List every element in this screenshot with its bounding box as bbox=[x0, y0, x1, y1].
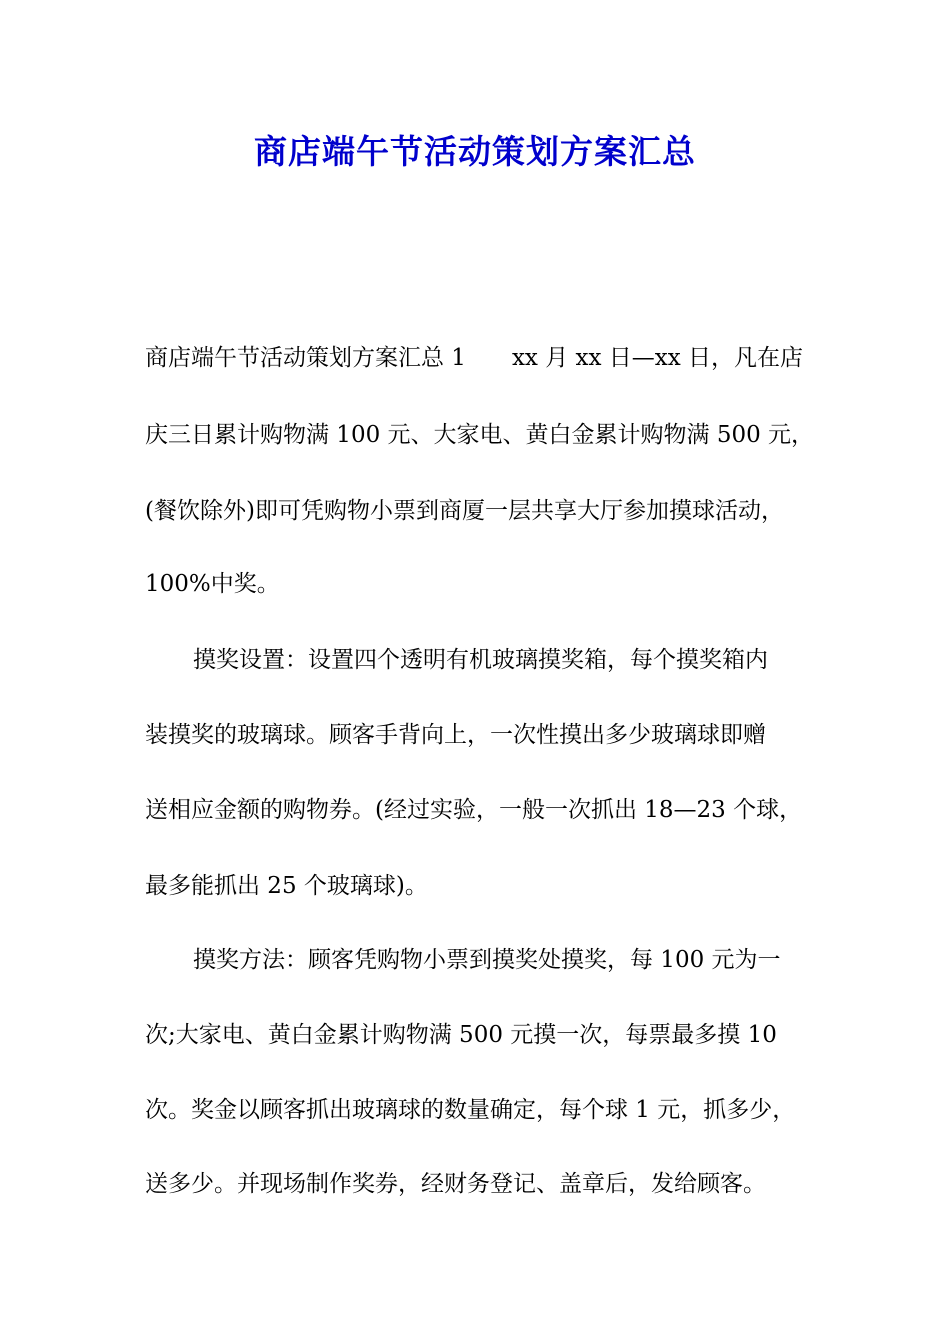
paragraph-line: 次;大家电、黄白金累计购物满 500 元摸一次，每票最多摸 10 bbox=[145, 1022, 777, 1048]
paragraph-line: 商店端午节活动策划方案汇总 1 xx 月 xx 日—xx 日，凡在店 bbox=[145, 345, 804, 371]
paragraph-line: 次。奖金以顾客抓出玻璃球的数量确定，每个球 1 元，抓多少， bbox=[145, 1097, 796, 1123]
document-title: 商店端午节活动策划方案汇总 bbox=[254, 132, 696, 171]
paragraph-line: 摸奖设置：设置四个透明有机玻璃摸奖箱，每个摸奖箱内 bbox=[193, 647, 768, 673]
paragraph-line: (餐饮除外)即可凭购物小票到商厦一层共享大厅参加摸球活动， bbox=[145, 498, 784, 524]
paragraph-line: 最多能抓出 25 个玻璃球)。 bbox=[145, 873, 428, 899]
paragraph-line: 送多少。并现场制作奖券，经财务登记、盖章后，发给顾客。 bbox=[145, 1171, 766, 1197]
paragraph-line: 庆三日累计购物满 100 元、大家电、黄白金累计购物满 500 元， bbox=[145, 422, 815, 448]
paragraph-line: 送相应金额的购物券。(经过实验，一般一次抓出 18—23 个球， bbox=[145, 797, 803, 823]
paragraph-line: 100%中奖。 bbox=[145, 571, 280, 597]
paragraph-line: 装摸奖的玻璃球。顾客手背向上，一次性摸出多少玻璃球即赠 bbox=[145, 722, 766, 748]
paragraph-line: 摸奖方法：顾客凭购物小票到摸奖处摸奖，每 100 元为一 bbox=[193, 947, 781, 973]
